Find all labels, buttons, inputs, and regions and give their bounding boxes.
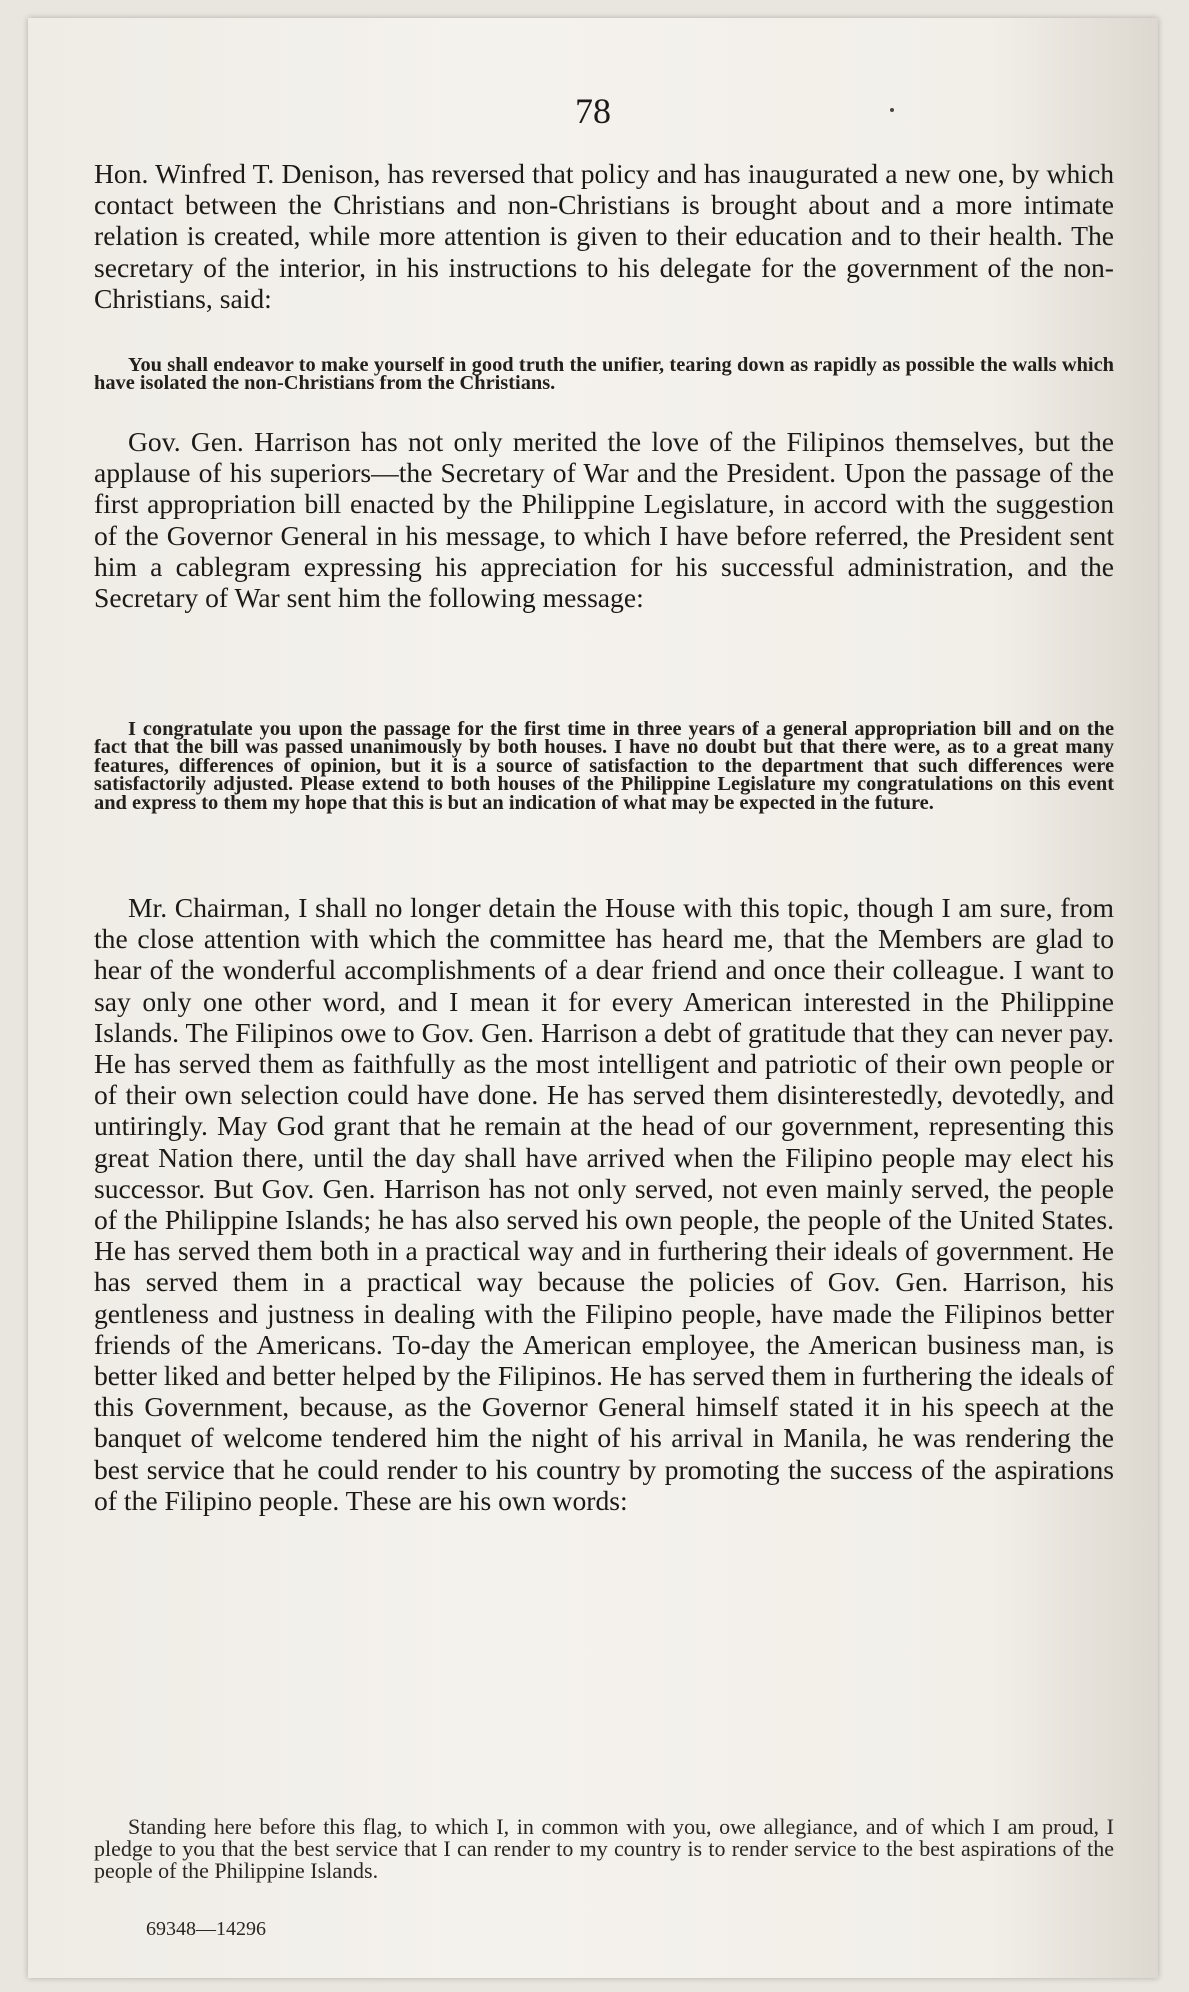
quote-unifier: You shall endeavor to make yourself in good truth the unifier, tearing down as rapidly as possible the walls which have isolated the non-Christians from the Christians.: [94, 354, 1114, 395]
document-page: [28, 18, 1158, 1978]
quote-flag-pledge: Standing here before this flag, to which I, in common with you, owe allegiance, and of which I am proud, I pledge to you that the best service that I can render to my country is to render service to the best aspirations of the people of the Philippine Islands.: [94, 1814, 1114, 1883]
quote-congratulation-message: I congratulate you upon the passage for the first time in three years of a general appropriation bill and on the fact that the bill was passed unanimously by both houses. I have no doubt but that there were, as to a great many features, differences of opinion, but it is a source of satisfaction to the department that such differences were satisfactorily adjusted. Please extend to both houses of the Philippine Legislature my congratulations on this event and express to them my hope that this is but an indication of what may be expected in the future.: [94, 718, 1114, 814]
paragraph-denison-policy: Hon. Winfred T. Denison, has reversed that policy and has inaugurated a new one, by which contact between the Christians and non-Christians is brought about and a more intimate relation is created, while more attention is given to their education and to their health. The secretary of the interior, in his instructions to his delegate for the government of the non-Christians, said:: [94, 158, 1114, 314]
quote-governor-words: [94, 1816, 1114, 1882]
print-speck: [890, 108, 894, 112]
speech-body-harrison: [94, 426, 1114, 613]
speech-body-chairman: [94, 892, 1114, 1516]
printer-code: 69348—14296: [146, 1918, 266, 1940]
quote-secretary-war: [94, 720, 1114, 812]
quote-secretary-interior: [94, 356, 1114, 393]
paragraph-chairman-closing: Mr. Chairman, I shall no longer detain the House with this topic, though I am sure, from the close attention with which the committee has heard me, that the Members are glad to hear of the wonderful accomplishments of a dear friend and once their colleague. I want to say only one other word, and I mean it for every American interested in the Philippine Islands. The Filipinos owe to Gov. Gen. Harrison a debt of gratitude that they can never pay. He has served them as faithfully as the most intelligent and patriotic of their own people or of their own selection could have done. He has served them disinterestedly, devotedly, and untiringly. May God grant that he remain at the head of our government, representing this great Nation there, until the day shall have arrived when the Filipino people may elect his successor. But Gov. Gen. Harrison has not only served, not even mainly served, the people of the Philippine Islands; he has also served his own people, the people of the United States. He has served them both in a practical way and in furthering their ideals of government. He has served them in a practical way because the policies of Gov. Gen. Harrison, his gentleness and justness in dealing with the Filipino people, have made the Filipinos better friends of the Americans. To-day the American employee, the American business man, is better liked and better helped by the Filipinos. He has served them in furthering the ideals of this Government, because, as the Governor General himself stated it in his speech at the banquet of welcome tendered him the night of his arrival in Manila, he was rendering the best service that he could render to his country by promoting the success of the aspirations of the Filipino people. These are his own words:: [94, 892, 1114, 1516]
paragraph-harrison-merit: Gov. Gen. Harrison has not only merited the love of the Filipinos themselves, but the applause of his superiors—the Secretary of War and the President. Upon the passage of the first appropriation bill enacted by the Philippine Legislature, in accord with the suggestion of the Governor General in his message, to which I have before referred, the President sent him a cablegram expressing his appreciation for his successful administration, and the Secretary of War sent him the following message:: [94, 426, 1114, 614]
page-number: 78: [575, 91, 611, 131]
speech-body: [94, 158, 1114, 314]
